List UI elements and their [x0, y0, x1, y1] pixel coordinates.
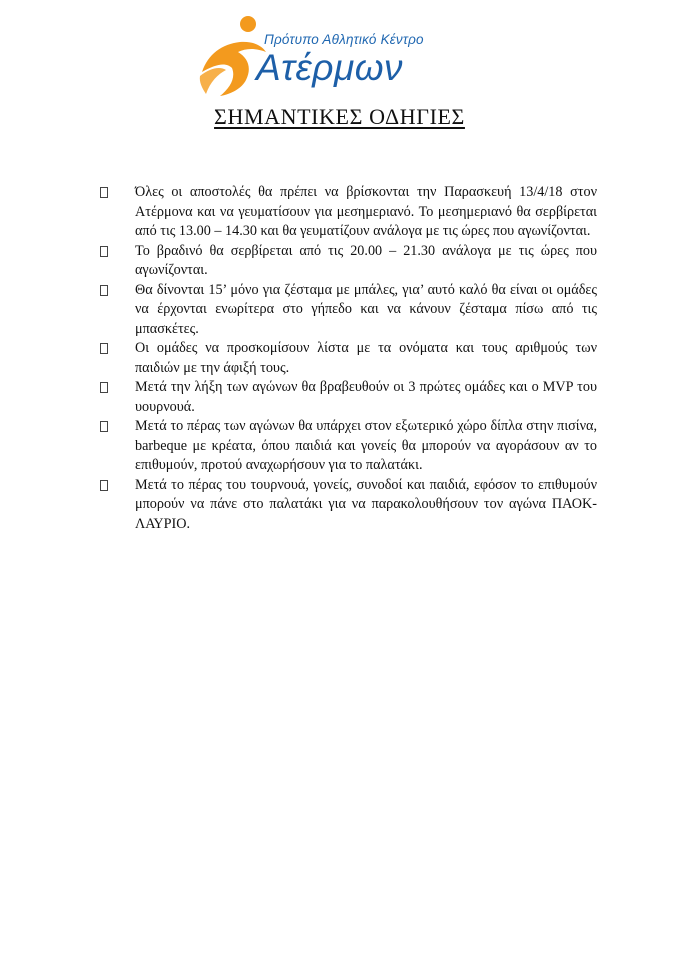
list-item-text: Οι ομάδες να προσκομίσουν λίστα με τα ονόματα και τους αριθμούς των παιδιών με την άφιξή τους.	[135, 340, 597, 376]
missing-glyph-box-icon	[100, 382, 108, 393]
missing-glyph-box-icon	[100, 343, 108, 354]
instructions-list	[100, 183, 597, 534]
list-item-text: Όλες οι αποστολές θα πρέπει να βρίσκονται την Παρασκευή 13/4/18 στον Ατέρμονα και να γευματίσουν για μεσημεριανό. Το μεσημεριανό θα σερβίρεται από τις 13.00 – 14.30 και θα γευματίζουν ανάλογα με τις ώρες που αγωνίζονται.	[135, 184, 597, 239]
list-item	[100, 242, 597, 281]
missing-glyph-box-icon	[100, 187, 108, 198]
list-item-text: Μετά το πέρας των αγώνων θα υπάρχει στον εξωτερικό χώρο δίπλα στην πισίνα, barbeque με κρέατα, όπου παιδιά και γονείς θα μπορούν να αγοράσουν αν το επιθυμούν, προτού αναχωρήσουν για το παλατάκι.	[135, 418, 597, 473]
missing-glyph-box-icon	[100, 246, 108, 257]
list-item-text: Το βραδινό θα σερβίρεται από τις 20.00 – 21.30 ανάλογα με τις ώρες που αγωνίζονται.	[135, 242, 597, 278]
list-item	[100, 476, 597, 535]
list-item	[100, 378, 597, 417]
list-item-text: Μετά το πέρας του τουρνουά, γονείς, συνοδοί και παιδιά, εφόσον το επιθυμούν μπορούν να πάνε στο παλατάκι για να παρακολουθήσουν τον αγώνα ΠΑΟΚ-ΛΑΥΡΙΟ.	[135, 476, 597, 532]
list-item	[100, 339, 597, 378]
missing-glyph-box-icon	[100, 285, 108, 296]
logo-name: Ατέρμων	[256, 47, 404, 88]
missing-glyph-box-icon	[100, 480, 108, 491]
list-item	[100, 417, 597, 476]
page-title: ΣΗΜΑΝΤΙΚΕΣ ΟΔΗΓΙΕΣ	[214, 104, 465, 129]
list-item	[100, 281, 597, 340]
list-item-text: Μετά την λήξη των αγώνων θα βραβευθούν οι 3 πρώτες ομάδες και ο MVP του υουρνουά.	[135, 379, 597, 415]
list-item	[100, 183, 597, 242]
list-item-text: Θα δίνονται 15’ μόνο για ζέσταμα με μπάλες, για’ αυτό καλό θα είναι οι ομάδες να έρχονται ενωρίτερα στο γήπεδο και να κάνουν ζέσταμα πίσω από τις μπασκέτες.	[135, 281, 597, 337]
logo-subtitle: Πρότυπο Αθλητικό Κέντρο	[264, 32, 424, 47]
logo	[196, 14, 486, 98]
missing-glyph-box-icon	[100, 421, 108, 432]
